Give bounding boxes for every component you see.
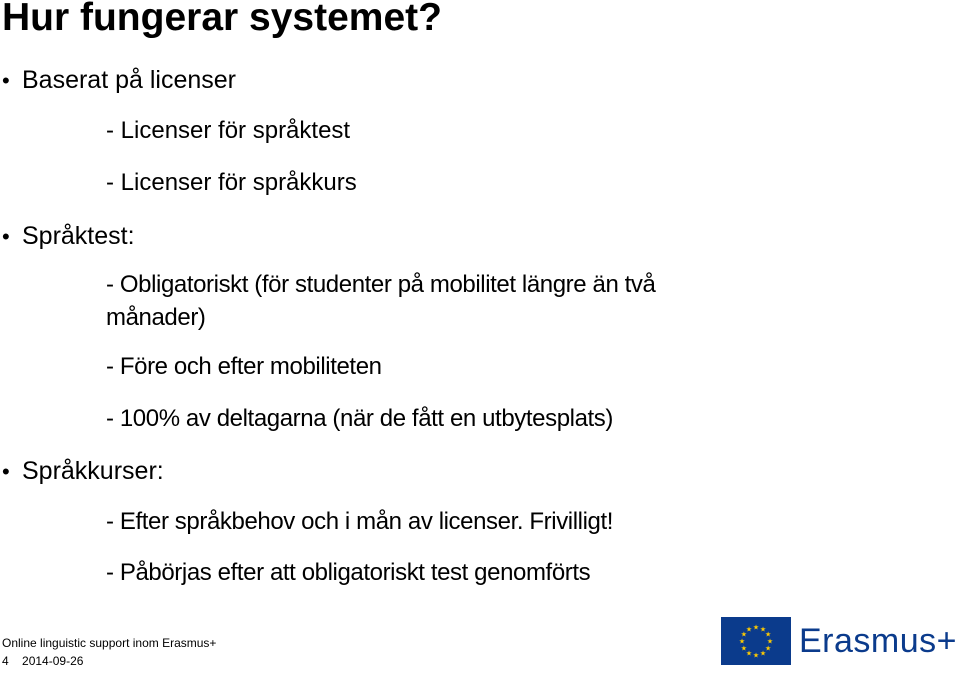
eu-star-icon: ★ bbox=[759, 626, 767, 634]
sub-item-course-licenses: - Licenser för språkkurs bbox=[106, 169, 357, 196]
eu-star-icon: ★ bbox=[740, 645, 748, 653]
eu-star-icon: ★ bbox=[752, 624, 760, 632]
footer-date: 2014-09-26 bbox=[22, 654, 84, 668]
sub-item-mandatory: - Obligatoriskt (för studenter på mobilitet längre än två bbox=[106, 271, 656, 298]
sub-item-starts-after-test: - Påbörjas efter att obligatoriskt test genomförts bbox=[106, 559, 591, 586]
sub-item-mandatory-cont: månader) bbox=[106, 304, 206, 331]
eu-star-icon: ★ bbox=[764, 645, 772, 653]
eu-star-icon: ★ bbox=[766, 638, 774, 646]
eu-star-icon: ★ bbox=[745, 650, 753, 658]
eu-flag-icon bbox=[721, 617, 791, 665]
eu-star-icon: ★ bbox=[759, 650, 767, 658]
eu-star-icon: ★ bbox=[745, 626, 753, 634]
bullet-language-courses: • Språkkurser: bbox=[2, 455, 164, 488]
footer-meta bbox=[2, 654, 83, 669]
sub-item-before-after: - Före och efter mobiliteten bbox=[106, 353, 382, 380]
bullet-language-test: • Språktest: bbox=[2, 220, 135, 253]
page-number: 4 bbox=[2, 654, 9, 668]
footer-label: Online linguistic support inom Erasmus+ bbox=[2, 636, 217, 650]
eu-star-icon: ★ bbox=[752, 652, 760, 660]
eu-star-icon: ★ bbox=[764, 631, 772, 639]
eu-star-icon: ★ bbox=[738, 638, 746, 646]
erasmus-logo bbox=[721, 617, 957, 665]
erasmus-brand-text: Erasmus+ bbox=[799, 621, 957, 660]
bullet-dot-icon: • bbox=[2, 68, 10, 93]
bullet-dot-icon: • bbox=[2, 459, 10, 484]
slide-title: Hur fungerar systemet? bbox=[2, 0, 442, 39]
sub-item-all-participants: - 100% av deltagarna (när de fått en utbytesplats) bbox=[106, 405, 613, 432]
bullet-dot-icon: • bbox=[2, 224, 10, 249]
sub-item-voluntary: - Efter språkbehov och i mån av licenser. Frivilligt! bbox=[106, 508, 613, 535]
eu-star-icon: ★ bbox=[740, 631, 748, 639]
sub-item-test-licenses: - Licenser för språktest bbox=[106, 117, 351, 144]
bullet-licenses: • Baserat på licenser bbox=[2, 64, 236, 97]
